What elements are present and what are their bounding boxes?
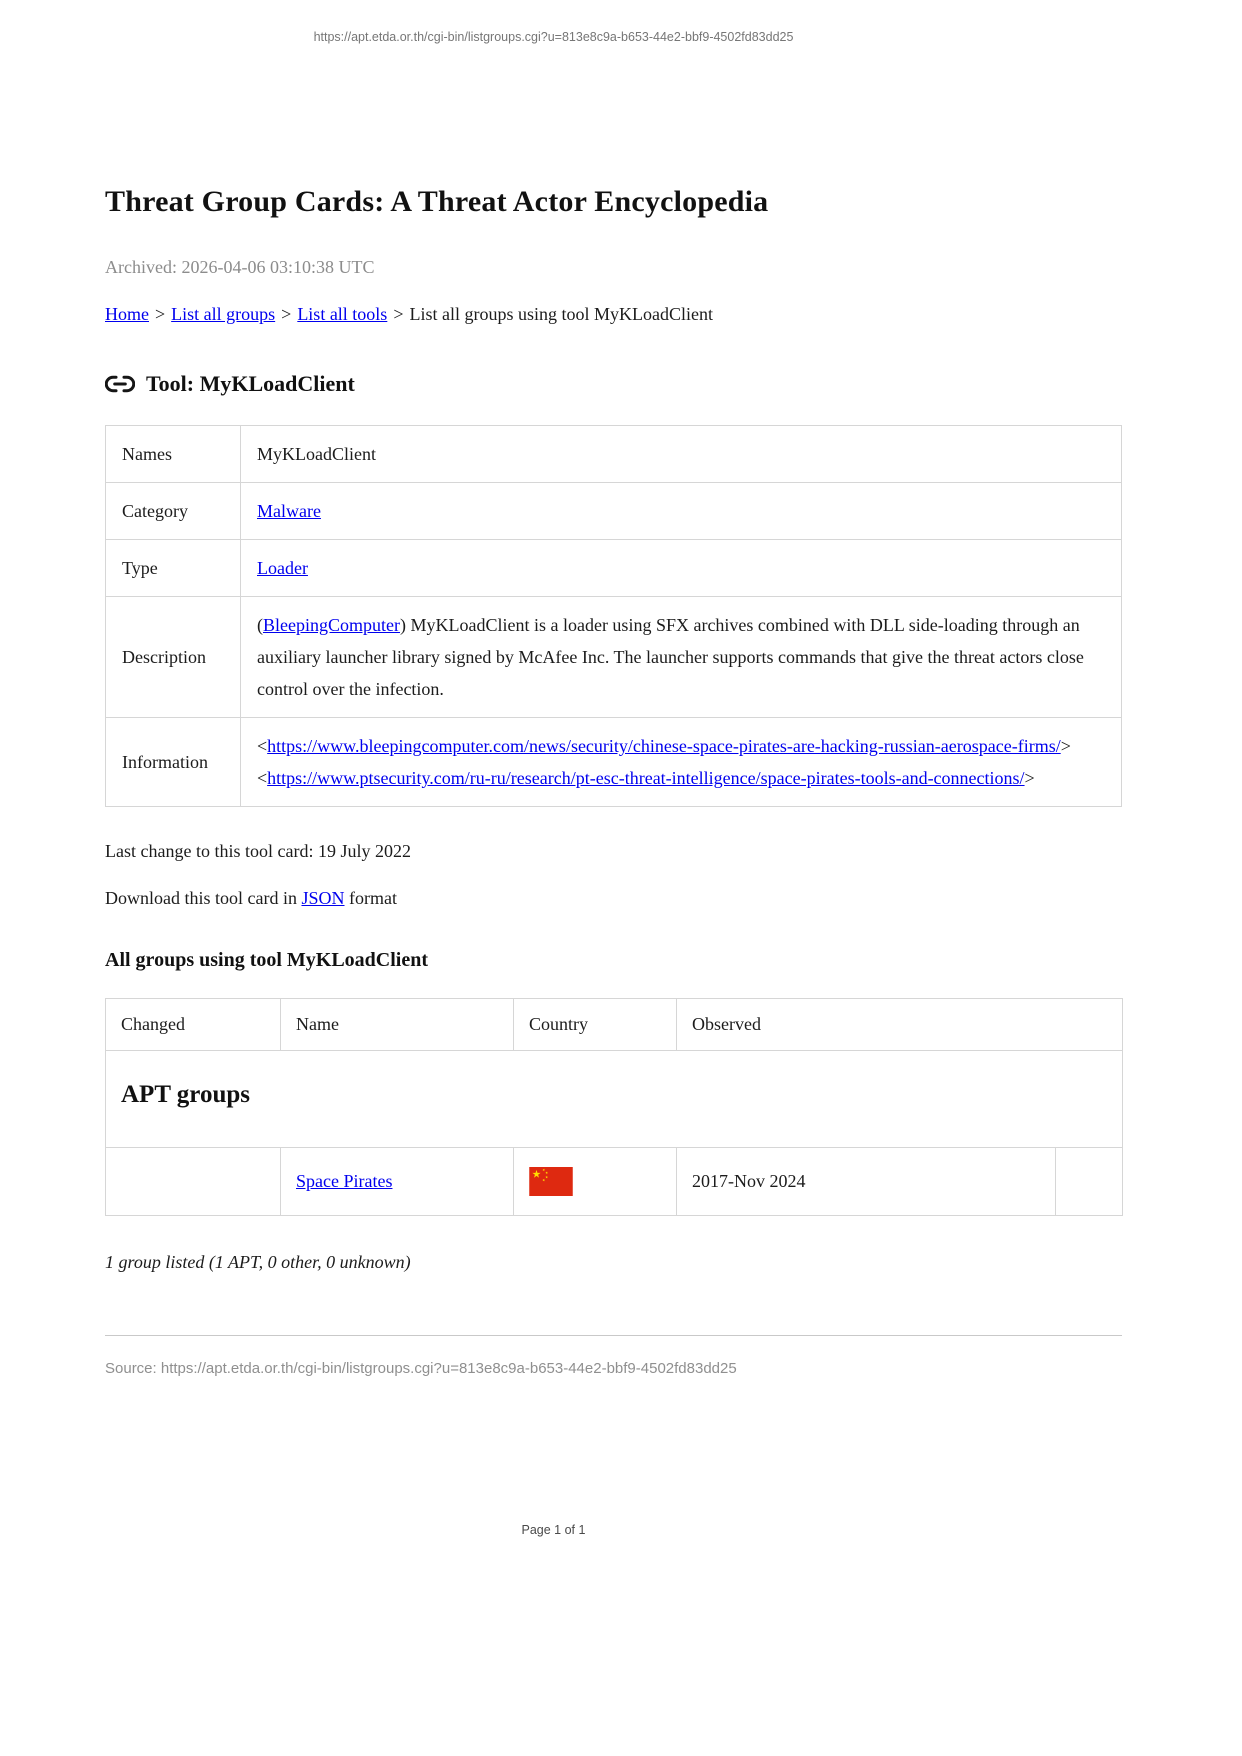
groups-table — [105, 998, 1123, 1216]
chain-link-icon — [105, 375, 135, 393]
type-loader-link[interactable]: Loader — [257, 558, 308, 579]
information-label: Information — [106, 718, 241, 807]
category-malware-link[interactable]: Malware — [257, 501, 321, 522]
group-count-summary: 1 group listed (1 APT, 0 other, 0 unknown) — [105, 1252, 411, 1273]
information-url-link[interactable]: https://www.bleepingcomputer.com/news/security/chinese-space-pirates-are-hacking-russian-aerospace-firms/ — [267, 736, 1061, 757]
table-row — [106, 426, 1122, 483]
download-json-link[interactable]: JSON — [301, 888, 345, 909]
page-title: Threat Group Cards: A Threat Actor Encyclopedia — [105, 185, 769, 218]
category-value — [241, 483, 1122, 540]
table-row — [106, 540, 1122, 597]
content-container — [105, 185, 1122, 1377]
table-header-row — [106, 999, 1123, 1051]
information-value — [241, 718, 1122, 807]
information-item — [257, 730, 1105, 762]
china-flag-icon — [529, 1167, 661, 1196]
angle-bracket: < — [257, 736, 268, 757]
table-row — [106, 483, 1122, 540]
names-value: MyKLoadClient — [241, 426, 1122, 483]
type-value — [241, 540, 1122, 597]
changed-cell — [106, 1148, 281, 1216]
description-value — [241, 597, 1122, 718]
empty-cell — [1056, 1148, 1123, 1216]
download-text: format — [344, 888, 397, 909]
tool-card-table — [105, 425, 1122, 807]
breadcrumb-list-all-tools-link[interactable]: List all tools — [297, 304, 388, 324]
download-note — [105, 888, 1122, 909]
breadcrumb-separator: > — [393, 304, 404, 324]
information-item — [257, 762, 1105, 794]
breadcrumb-current: List all groups using tool MyKLoadClient — [409, 304, 713, 324]
column-header-observed: Observed — [677, 999, 1123, 1051]
breadcrumb-home-link[interactable]: Home — [105, 304, 149, 324]
archive-url-header: https://apt.etda.or.th/cgi-bin/listgroups.cgi?u=813e8c9a-b653-44e2-bbf9-4502fd83dd25 — [313, 30, 794, 44]
category-row — [106, 1051, 1123, 1148]
angle-bracket: > — [1060, 736, 1071, 757]
description-label: Description — [106, 597, 241, 718]
information-url-link[interactable]: https://www.ptsecurity.com/ru-ru/research/pt-esc-threat-intelligence/space-pirates-tools-and-connections/ — [267, 768, 1025, 789]
table-row — [106, 1148, 1123, 1216]
archived-timestamp: Archived: 2026-04-06 03:10:38 UTC — [105, 257, 375, 277]
groups-section-heading: All groups using tool MyKLoadClient — [105, 949, 429, 972]
description-text: ) MyKLoadClient is a loader using SFX archives combined with DLL side-loading through an auxiliary launcher library signed by McAfee Inc. The launcher supports commands that give the threat actors close control over the infection. — [257, 615, 1084, 700]
description-text: ( — [257, 615, 263, 636]
table-row — [106, 718, 1122, 807]
source-url: Source: https://apt.etda.or.th/cgi-bin/listgroups.cgi?u=813e8c9a-b653-44e2-bbf9-4502fd83dd25 — [105, 1360, 737, 1378]
breadcrumb — [105, 304, 1122, 325]
breadcrumb-separator: > — [155, 304, 166, 324]
country-cell — [514, 1148, 677, 1216]
type-label: Type — [106, 540, 241, 597]
angle-bracket: < — [257, 768, 268, 789]
column-header-changed: Changed — [106, 999, 281, 1051]
apt-groups-heading: APT groups — [106, 1051, 1123, 1148]
table-row — [106, 597, 1122, 718]
tool-heading-label: Tool: MyKLoadClient — [146, 371, 355, 396]
tool-heading — [105, 371, 1122, 397]
name-cell — [281, 1148, 514, 1216]
breadcrumb-separator: > — [281, 304, 292, 324]
download-text: Download this tool card in — [105, 888, 302, 909]
category-label: Category — [106, 483, 241, 540]
page-number: Page 1 of 1 — [521, 1523, 586, 1537]
divider — [105, 1335, 1122, 1336]
names-label: Names — [106, 426, 241, 483]
last-change-note: Last change to this tool card: 19 July 2022 — [105, 841, 411, 862]
space-pirates-link[interactable]: Space Pirates — [296, 1171, 393, 1192]
column-header-name: Name — [281, 999, 514, 1051]
angle-bracket: > — [1024, 768, 1035, 789]
breadcrumb-list-all-groups-link[interactable]: List all groups — [171, 304, 276, 324]
observed-cell: 2017-Nov 2024 — [677, 1148, 1056, 1216]
column-header-country: Country — [514, 999, 677, 1051]
bleepingcomputer-link[interactable]: BleepingComputer — [263, 615, 400, 636]
